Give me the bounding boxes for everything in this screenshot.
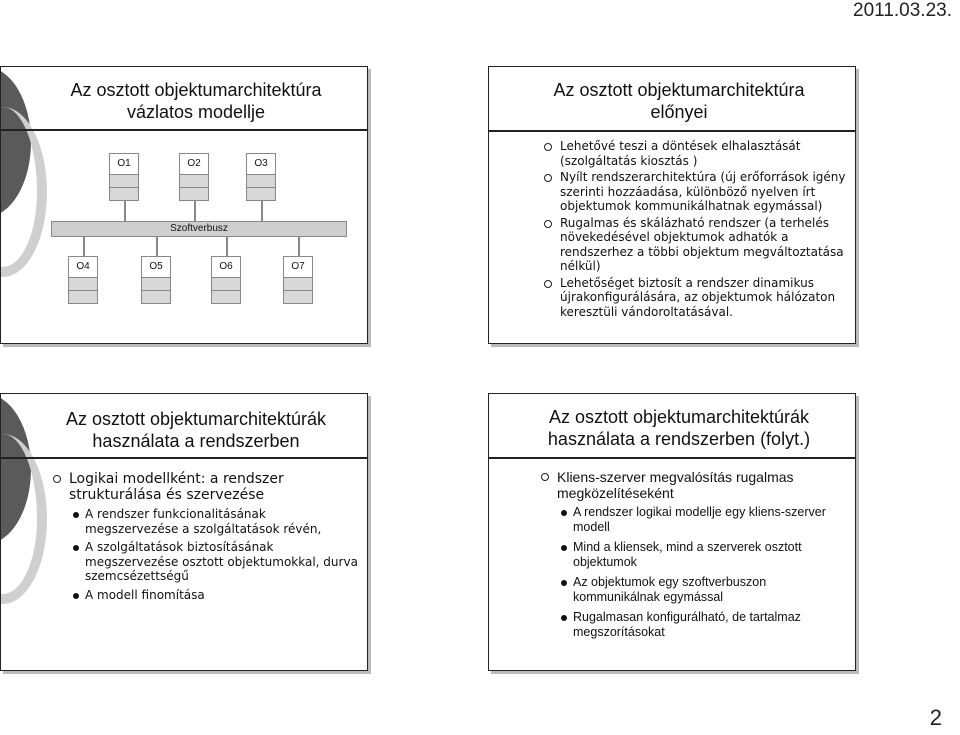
object-label: O6 bbox=[211, 256, 241, 278]
circle-bullet-icon bbox=[544, 280, 552, 288]
list-item-text: Lehetőséget biztosít a rendszer dinamikus újrakonfigurálására, az objektumok hálózaton keresztüli vándoroltatásával. bbox=[560, 275, 836, 319]
slide-title-line: vázlatos modellje bbox=[126, 102, 266, 122]
slide-title bbox=[509, 406, 849, 450]
slide-1 bbox=[0, 66, 368, 344]
circle-bullet-icon bbox=[541, 473, 549, 481]
list-item-text: Lehetővé teszi a döntések elhalasztását (szolgáltatás kiosztás ) bbox=[560, 139, 801, 168]
slide-title-line: Az osztott objektumarchitektúrák bbox=[65, 409, 327, 429]
object-node bbox=[179, 153, 209, 201]
page-date: 2011.03.23. bbox=[853, 0, 952, 21]
title-divider bbox=[1, 457, 367, 459]
dot-bullet-icon bbox=[561, 545, 567, 551]
sub-list-item bbox=[557, 575, 846, 605]
connector-line bbox=[83, 236, 85, 256]
sub-list-item-text: Az objektumok egy szoftverbuszon kommunikálnak egymással bbox=[573, 575, 767, 604]
slide-title-line: Az osztott objektumarchitektúra bbox=[70, 80, 322, 100]
list-item-text: Rugalmas és skálázható rendszer (a terhelés növekedésével objektumok adhatók a rendszerhez a többi objektum megváltoztatása nélkül) bbox=[560, 215, 844, 273]
slide-2 bbox=[488, 66, 856, 344]
object-node bbox=[68, 256, 98, 304]
object-node bbox=[283, 256, 313, 304]
circle-bullet-icon bbox=[544, 220, 552, 228]
title-divider bbox=[489, 130, 855, 132]
title-divider bbox=[1, 129, 367, 131]
sub-list-item-text: Mind a kliensek, mind a szerverek osztott objektumok bbox=[573, 540, 802, 569]
connector-line bbox=[298, 236, 300, 256]
sub-list-item-text: A rendszer funkcionalitásának megszervezése a szolgáltatások révén, bbox=[85, 507, 322, 536]
slide-title-line: előnyei bbox=[650, 102, 708, 122]
sub-list-item-text: Rugalmasan konfigurálható, de tartalmaz megszorításokat bbox=[573, 610, 801, 639]
dot-bullet-icon bbox=[561, 615, 567, 621]
sub-list bbox=[69, 507, 358, 602]
object-label: O3 bbox=[246, 153, 276, 175]
object-label: O7 bbox=[283, 256, 313, 278]
dot-bullet-icon bbox=[561, 510, 567, 516]
sub-list-item bbox=[69, 540, 358, 584]
bullet-list bbox=[53, 471, 358, 606]
sub-list-item bbox=[69, 588, 358, 603]
object-label: O5 bbox=[141, 256, 171, 278]
list-item-text: Logikai modellként: a rendszer strukturálása és szervezése bbox=[69, 471, 284, 503]
title-divider bbox=[489, 457, 855, 459]
slide-3 bbox=[0, 393, 368, 671]
slide-title-line: Az osztott objektumarchitektúrák bbox=[548, 407, 810, 427]
slide-title bbox=[31, 408, 361, 452]
list-item bbox=[544, 139, 849, 168]
slide-title-line: Az osztott objektumarchitektúra bbox=[553, 80, 805, 100]
sub-list-item bbox=[557, 610, 846, 640]
object-label: O4 bbox=[68, 256, 98, 278]
object-label: O1 bbox=[109, 153, 139, 175]
sub-list-item-text: A modell finomítása bbox=[85, 587, 205, 602]
object-node bbox=[246, 153, 276, 201]
sub-list-item bbox=[69, 507, 358, 536]
software-bus: Szoftverbusz bbox=[51, 221, 347, 237]
slide-title bbox=[509, 79, 849, 123]
list-item bbox=[53, 471, 358, 602]
list-item-text: Nyílt rendszerarchitektúra (új erőforrások igény szerinti hozzáadása, különböző nyelven írt objektumok kommunikálhatnak egymással) bbox=[560, 170, 846, 213]
circle-bullet-icon bbox=[544, 143, 552, 151]
sub-list-item bbox=[557, 505, 846, 535]
dot-bullet-icon bbox=[73, 512, 79, 518]
bullet-list bbox=[544, 139, 849, 321]
sub-list bbox=[557, 505, 846, 640]
slide-title bbox=[31, 79, 361, 123]
list-item bbox=[544, 276, 849, 320]
circle-bullet-icon bbox=[544, 174, 552, 182]
slide-title-line: használata a rendszerben (folyt.) bbox=[547, 429, 811, 449]
slide-4 bbox=[488, 393, 856, 671]
list-item bbox=[544, 216, 849, 274]
list-item bbox=[541, 469, 846, 640]
sub-list-item-text: A rendszer logikai modellje egy kliens-szerver modell bbox=[573, 505, 826, 534]
connector-line bbox=[226, 236, 228, 256]
object-node bbox=[211, 256, 241, 304]
object-label: O2 bbox=[179, 153, 209, 175]
dot-bullet-icon bbox=[561, 580, 567, 586]
page-number: 2 bbox=[929, 705, 942, 730]
list-item bbox=[544, 170, 849, 214]
dot-bullet-icon bbox=[73, 545, 79, 551]
object-node bbox=[109, 153, 139, 201]
object-node bbox=[141, 256, 171, 304]
connector-line bbox=[156, 236, 158, 256]
dot-bullet-icon bbox=[73, 593, 79, 599]
slide-title-line: használata a rendszerben bbox=[92, 431, 300, 451]
bullet-list bbox=[541, 469, 846, 645]
circle-bullet-icon bbox=[53, 475, 61, 483]
sub-list-item-text: A szolgáltatások biztosításának megszervezése osztott objektumokkal, durva szemcsézettségű bbox=[85, 540, 358, 583]
list-item-text: Kliens-szerver megvalósítás rugalmas megközelítéseként bbox=[557, 469, 794, 501]
sub-list-item bbox=[557, 540, 846, 570]
